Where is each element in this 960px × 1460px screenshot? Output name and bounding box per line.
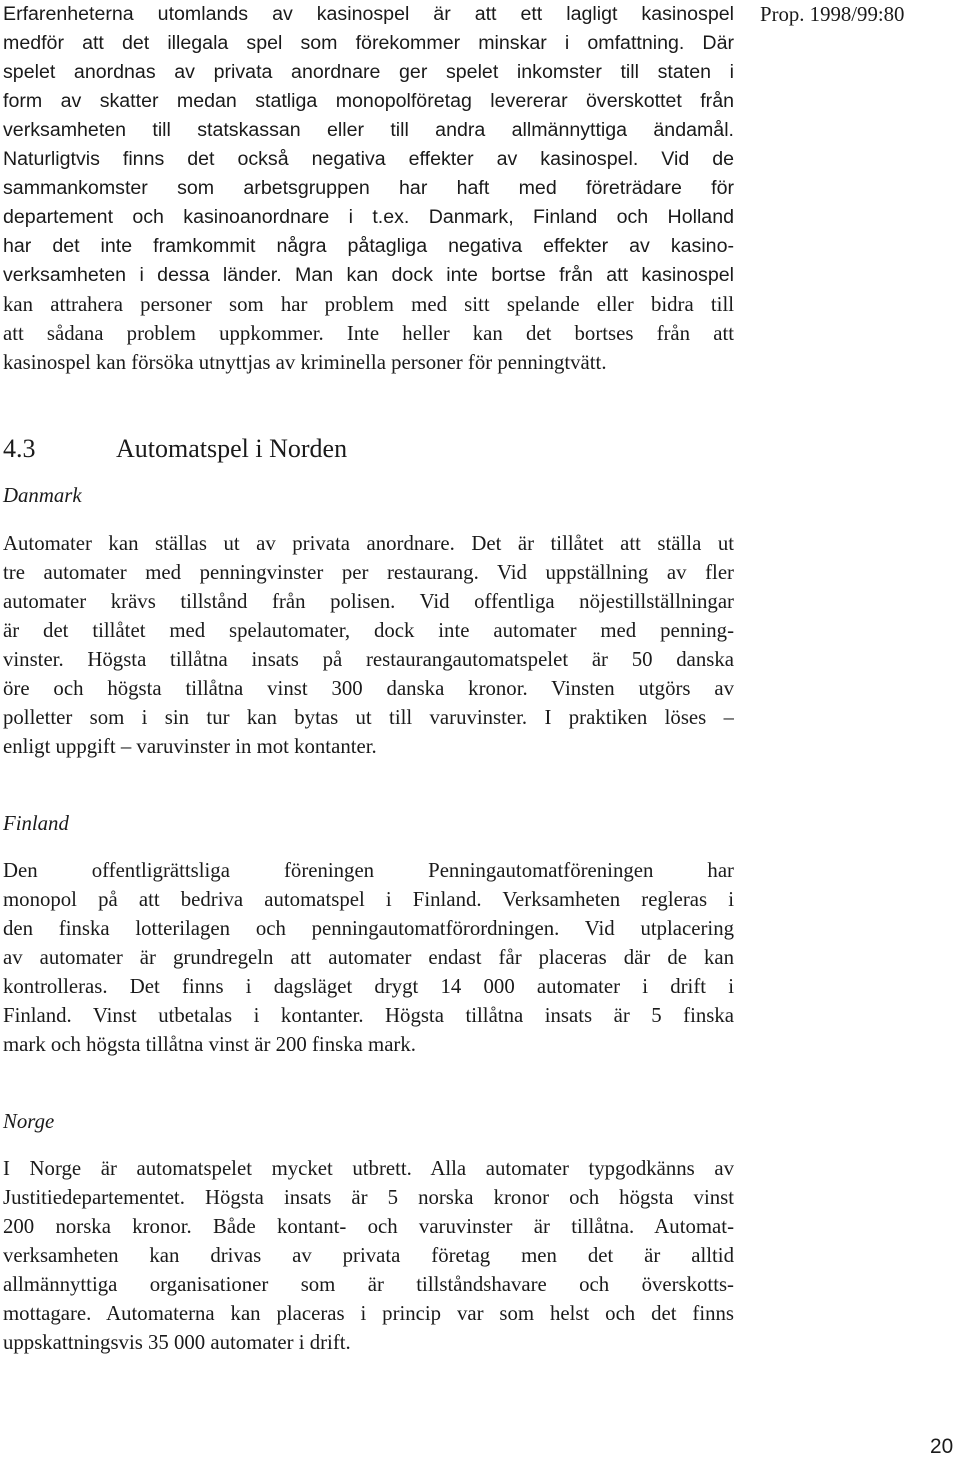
danmark-line: automater krävs tillstånd från polisen. Vid offentliga nöjestillställningar [3, 590, 734, 613]
section-title: Automatspel i Norden [116, 434, 348, 463]
intro-line: verksamheten till statskassan eller till andra allmännyttiga ändamål. [3, 119, 734, 141]
page-number: 20 [930, 1435, 954, 1458]
norge-line: allmännyttiga organisationer som är tillståndshavare och överskotts- [3, 1273, 734, 1296]
intro-line: att sådana problem uppkommer. Inte heller kan det bortses från att [3, 322, 734, 345]
intro-line: kan attrahera personer som har problem med sitt spelande eller bidra till [3, 293, 734, 316]
subheading-norge: Norge [3, 1110, 55, 1133]
subheading-danmark: Danmark [3, 484, 82, 507]
norge-line: Justitiedepartementet. Högsta insats är 5 norska kronor och högsta vinst [3, 1186, 734, 1209]
norge-line: verksamheten kan drivas av privata företag men det är alltid [3, 1244, 734, 1267]
finland-line: av automater är grundregeln att automater endast får placeras där de kan [3, 946, 734, 969]
intro-line: form av skatter medan statliga monopolföretag levererar överskottet från [3, 90, 734, 112]
intro-line: sammankomster som arbetsgruppen har haft med företrädare för [3, 177, 734, 199]
danmark-line: är det tillåtet med spelautomater, dock inte automater med penning- [3, 619, 734, 642]
intro-line: kasinospel kan försöka utnyttjas av kriminella personer för penningtvätt. [3, 351, 607, 374]
danmark-line: tre automater med penningvinster per restaurang. Vid uppställning av fler [3, 561, 734, 584]
finland-line: den finska lotterilagen och penningautomatförordningen. Vid utplacering [3, 917, 734, 940]
intro-line: medför att det illegala spel som förekommer minskar i omfattning. Där [3, 32, 734, 54]
document-reference: Prop. 1998/99:80 [760, 3, 905, 26]
finland-line: Finland. Vinst utbetalas i kontanter. Högsta tillåtna insats är 5 finska [3, 1004, 734, 1027]
intro-line: Erfarenheterna utomlands av kasinospel är att ett lagligt kasinospel [3, 3, 734, 25]
norge-line: I Norge är automatspelet mycket utbrett. Alla automater typgodkänns av [3, 1157, 734, 1180]
intro-line: verksamheten i dessa länder. Man kan dock inte bortse från att kasinospel [3, 264, 734, 286]
finland-line: kontrolleras. Det finns i dagsläget drygt 14 000 automater i drift i [3, 975, 734, 998]
section-number: 4.3 [3, 434, 36, 463]
norge-line: mottagare. Automaterna kan placeras i princip var som helst och det finns [3, 1302, 734, 1325]
norge-line: 200 norska kronor. Både kontant- och varuvinster är tillåtna. Automat- [3, 1215, 734, 1238]
norge-line: uppskattningsvis 35 000 automater i drift. [3, 1331, 351, 1354]
intro-line: Naturligtvis finns det också negativa effekter av kasinospel. Vid de [3, 148, 734, 170]
danmark-line: Automater kan ställas ut av privata anordnare. Det är tillåtet att ställa ut [3, 532, 734, 555]
danmark-line: öre och högsta tillåtna vinst 300 danska kronor. Vinsten utgörs av [3, 677, 734, 700]
intro-line: spelet anordnas av privata anordnare ger spelet inkomster till staten i [3, 61, 734, 83]
finland-line: Den offentligrättsliga föreningen Penningautomatföreningen har [3, 859, 734, 882]
danmark-line: polletter som i sin tur kan bytas ut till varuvinster. I praktiken löses – [3, 706, 734, 729]
intro-line: har det inte framkommit några påtagliga negativa effekter av kasino- [3, 235, 734, 257]
danmark-line: vinster. Högsta tillåtna insats på restaurangautomatspelet är 50 danska [3, 648, 734, 671]
finland-line: mark och högsta tillåtna vinst är 200 finska mark. [3, 1033, 416, 1056]
finland-line: monopol på att bedriva automatspel i Finland. Verksamheten regleras i [3, 888, 734, 911]
subheading-finland: Finland [3, 812, 69, 835]
danmark-line: enligt uppgift – varuvinster in mot kontanter. [3, 735, 377, 758]
intro-line: departement och kasinoanordnare i t.ex. Danmark, Finland och Holland [3, 206, 734, 228]
